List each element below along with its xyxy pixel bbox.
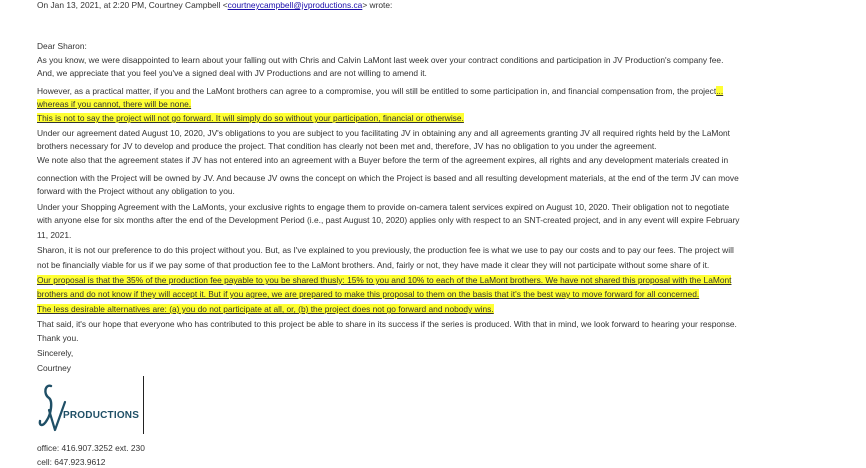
- greeting: Dear Sharon:: [37, 41, 87, 51]
- closing-line: Sincerely,: [37, 348, 74, 358]
- closing-line: That said, it's our hope that everyone who has contributed to this project be able to share in its success if the series is produced. With that in mind, we look forward to hearing your response.: [37, 319, 737, 329]
- highlighted-text: The less desirable alternatives are: (a) you do not participate at all, or, (b) the project does not go forward and nobody wins.: [37, 304, 494, 314]
- contact-office: office: 416.907.3252 ext. 230: [37, 443, 145, 453]
- closing-line: Thank you.: [37, 333, 79, 343]
- paragraph-line: Under our agreement dated August 10, 2020, JV's obligations to you are subject to you facilitating JV in obtaining any and all agreements granting JV all required rights held by the LaMont: [37, 128, 730, 138]
- quoted-header: [37, 0, 392, 11]
- paragraph-text: However, as a practical matter, if you and the LaMont brothers can agree to a compromise, you will still be entitled to some participation in, and financial compensation from, the project: [37, 86, 717, 96]
- ellipsis-link[interactable]: ...: [716, 86, 724, 96]
- sender-email-link[interactable]: courtneycampbell@jvproductions.ca: [227, 0, 363, 10]
- paragraph-line: brothers necessary for JV to develop and produce the project. That condition has clearly not been met and, therefore, JV has no obligation to you under the agreement.: [37, 141, 657, 151]
- highlighted-text: brothers and do not know if they will accept it. But if you agree, we are prepared to make this proposal to them on the basis that it's the best way to move forward for all concerned.: [37, 289, 700, 299]
- paragraph-line: As you know, we were disappointed to learn about your falling out with Chris and Calvin LaMont last week over your contract conditions and participation in JV Production's company fee.: [37, 55, 724, 65]
- paragraph-line: 11, 2021.: [37, 230, 72, 240]
- logo-divider: [143, 376, 144, 434]
- paragraph-line: And, we appreciate that you feel you've a signed deal with JV Productions and are not willing to amend it.: [37, 68, 427, 78]
- quoted-header-suffix: > wrote:: [362, 0, 393, 10]
- paragraph-line: Under your Shopping Agreement with the LaMonts, your exclusive rights to engage them to provide on-camera talent services expired on August 10, 2020. Their obligation not to negotiate: [37, 202, 730, 212]
- paragraph-line: connection with the Project will be owned by JV. And because JV owns the concept on which the Project is based and all resulting development materials, at the end of the term JV can move: [37, 173, 739, 183]
- highlighted-text: whereas if you cannot, there will be none.: [37, 99, 192, 109]
- proposal-line: [37, 289, 699, 300]
- highlighted-line: [37, 113, 464, 124]
- paragraph-line: with anyone else for six months after the end of the Development Period (i.e., past August 10, 2020) applies only with respect to an SNT-created project, and in any event will expire February: [37, 215, 740, 225]
- logo-text: PRODUCTIONS: [63, 410, 140, 421]
- paragraph-line: not be financially viable for us if we pay some of that production fee to the LaMont brothers. And, fairly or not, they have made it clear they will not participate without some share of it.: [37, 260, 710, 270]
- proposal-line: [37, 304, 494, 315]
- paragraph-line: Sharon, it is not our preference to do this project without you. But, as I've explained to you previously, the production fee is what we use to pay our costs and to pay our fees. The project will: [37, 245, 734, 255]
- paragraph-line: [37, 99, 191, 110]
- signature-name: Courtney: [37, 363, 71, 373]
- paragraph-line: We note also that the agreement states if JV has not entered into an agreement with a Buyer before the term of the agreement expires, all rights and any development materials created in: [37, 155, 729, 165]
- paragraph-line: [37, 86, 723, 97]
- highlighted-text: This is not to say the project will not go forward. It will simply do so without your participation, financial or otherwise.: [37, 113, 464, 123]
- paragraph-line: forward with the Project without any obligation to you.: [37, 186, 235, 196]
- company-logo: [37, 374, 147, 442]
- quoted-header-prefix: On Jan 13, 2021, at 2:20 PM, Courtney Campbell <: [37, 0, 228, 10]
- highlighted-text: Our proposal is that the 35% of the production fee payable to you be shared thusly: 15% to you and 10% to each of the LaMont brothers. We have not shared this proposal with the LaMont: [37, 275, 732, 285]
- contact-cell: cell: 647.923.9612: [37, 457, 106, 467]
- proposal-line: [37, 275, 731, 286]
